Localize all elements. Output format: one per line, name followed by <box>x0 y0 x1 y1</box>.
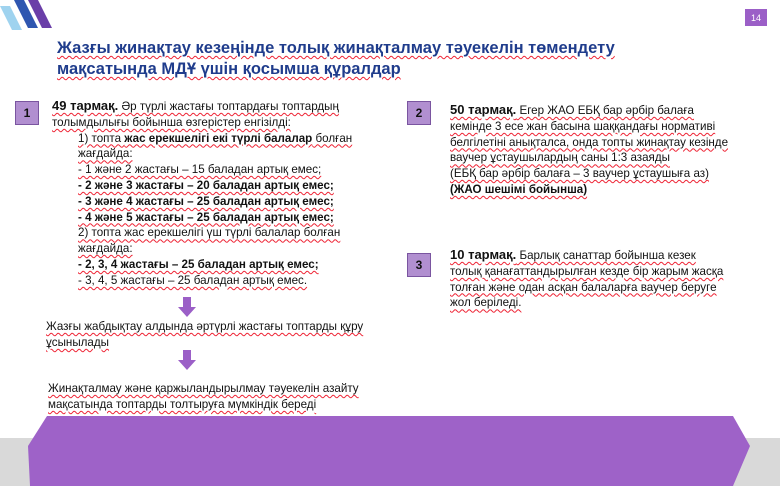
group1-item-1: - 1 және 2 жастағы – 15 баладан артық емес; <box>78 163 322 177</box>
step-3-text <box>48 381 378 413</box>
p50-line-5: (ЕБҚ бар әрбір балаға – 3 ваучер ұстаушыға аз) <box>450 167 709 181</box>
p10-line-4: жол беріледі. <box>450 296 522 310</box>
step2-line-1: Жазғы жабдықтау алдында әртүрлі жастағы топтарды құру <box>46 320 364 333</box>
logo-icon <box>0 0 52 32</box>
group1-post: болған <box>312 131 353 145</box>
group1-pre: 1) топта <box>78 131 125 145</box>
group2-item-2: - 3, 4, 5 жастағы – 25 баладан артық емес. <box>78 273 308 287</box>
title-line-1: Жазғы жинақтау кезеңінде толық жинақталмау тәуекелін төмендету <box>57 39 615 57</box>
p50-line-1 <box>450 102 762 119</box>
p49-line-2: толымдылығы бойынша өзгерістер енгізілді: <box>52 115 291 129</box>
group1-item-4: - 4 және 5 жастағы – 25 баладан артық емес; <box>78 210 334 224</box>
paragraph-49 <box>52 98 387 289</box>
p10-line-3: толған және одан асқан балаларға ваучер беруге <box>450 280 717 294</box>
group1-bold: жас ерекшелігі екі түрлі балалар <box>124 131 313 145</box>
step-2-text <box>46 319 376 351</box>
p10-line-2: толық қанағаттандырылған кезде бір жарым жасқа <box>450 264 724 278</box>
p50-line-2: кемінде 3 есе жан басына шаққандағы нормативі <box>450 119 716 133</box>
item-badge-3: 3 <box>407 253 431 277</box>
paragraph-10 <box>450 247 762 311</box>
group2-line-1: 2) топта жас ерекшелігі үш түрлі балалар болған <box>78 226 341 240</box>
slide-title <box>57 38 697 80</box>
group1-line-1 <box>52 131 387 147</box>
p49-line-1 <box>52 98 387 115</box>
p50-line-1-tail: Егер ЖАО ЕБҚ бар әрбір балаға <box>516 104 695 117</box>
step2-line-2: ұсынылады <box>46 335 109 349</box>
group2-item-1: - 2, 3, 4 жастағы – 25 баладан артық емес; <box>78 257 319 271</box>
bottom-ribbon <box>0 416 780 486</box>
group1-item-2: - 2 және 3 жастағы – 20 баладан артық емес; <box>78 178 334 192</box>
p50-line-4: ваучер ұстаушылардың саны 1:3 азаяды <box>450 151 670 165</box>
p50-line-6: (ЖАО шешімі бойынша) <box>450 182 588 196</box>
title-line-2: мақсатында МДҰ үшін қосымша құралдар <box>57 60 401 78</box>
p10-line-1-tail: Барлық санаттар бойынша кезек <box>516 249 696 262</box>
step3-line-2: мақсатында топтарды толтыруға мүмкіндік береді <box>48 397 317 411</box>
p50-line-3: белгілетіні анықталса, онда топты жинақтау кезінде <box>450 135 729 149</box>
p50-heading: 50 тармақ. <box>450 102 517 117</box>
item-badge-1: 1 <box>15 101 39 125</box>
p10-line-1 <box>450 247 762 264</box>
down-arrow-icon <box>178 350 196 370</box>
paragraph-50 <box>450 102 762 198</box>
group2-line-2: жағдайда: <box>78 242 133 256</box>
item-badge-2: 2 <box>407 101 431 125</box>
page-number: 14 <box>745 9 767 26</box>
down-arrow-icon <box>178 297 196 317</box>
step3-line-1: Жинақталмау және қаржыландырылмау тәуекелін азайту <box>48 382 359 395</box>
p49-heading: 49 тармақ. <box>52 98 119 113</box>
p10-heading: 10 тармақ. <box>450 247 517 262</box>
p49-intro-tail: Әр түрлі жастағы топтардағы топтардың <box>118 100 339 113</box>
group1-line-2: жағдайда: <box>78 147 133 161</box>
group1-item-3: - 3 және 4 жастағы – 25 баладан артық емес; <box>78 194 334 208</box>
